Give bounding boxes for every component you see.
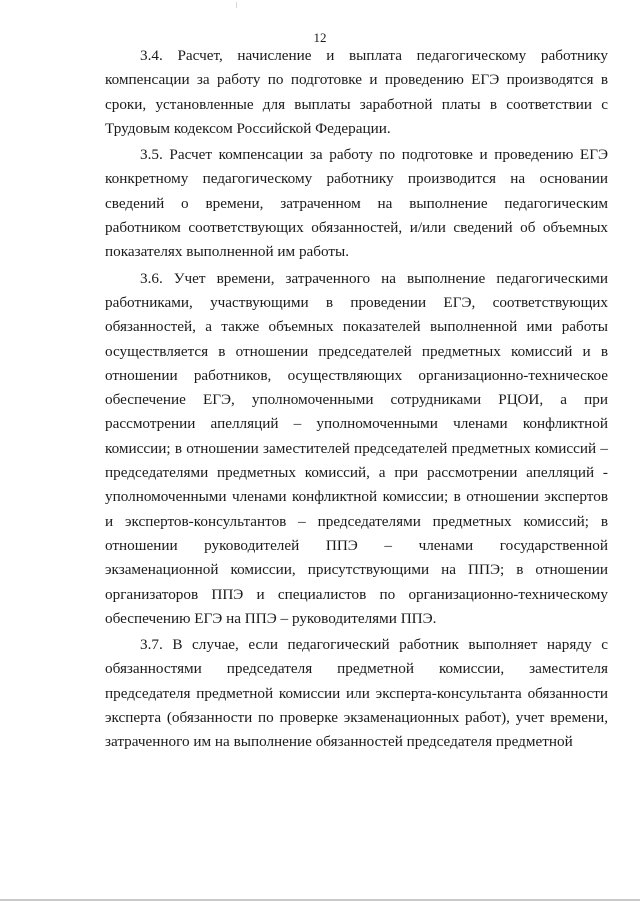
document-body [105,44,608,755]
paragraph-3-4: 3.4. Расчет, начисление и выплата педагогическому работнику компенсации за работу по подготовке и проведению ЕГЭ производятся в сроки, установленные для выплаты заработной платы в соответствии с Трудовым кодексом Российской Федерации. [105,47,608,137]
page-number: 12 [313,30,327,45]
scan-artifact [236,2,237,8]
scan-edge-line [0,899,640,901]
paragraph-3-7: 3.7. В случае, если педагогический работник выполняет наряду с обязанностями председателя предметной комиссии, заместителя председателя предметной комиссии или эксперта-консультанта обязанности эксперта (обязанности по проверке экзаменационных работ), учет времени, затраченного им на выполнение обязанностей председателя предметной [105,636,608,751]
paragraph-3-5: 3.5. Расчет компенсации за работу по подготовке и проведению ЕГЭ конкретному педагогическому работнику производится на основании сведений о времени, затраченном на выполнение педагогическим работником соответствующих обязанностей, и/или сведений об объемных показателях выполненной им работы. [105,146,608,261]
paragraph-3-6: 3.6. Учет времени, затраченного на выполнение педагогическими работниками, участвующими в проведении ЕГЭ, соответствующих обязанностей, а также объемных показателей выполненной ими работы осуществляется в отношении председателей предметных комиссий и в отношении работников, осуществляющих организационно-техническое обеспечение ЕГЭ, уполномоченными сотрудниками РЦОИ, а при рассмотрении апелляций – уполномоченными членами конфликтной комиссии; в отношении заместителей председателей предметных комиссий – председателями предметных комиссий, а при рассмотрении апелляций - уполномоченными членами конфликтной комиссии; в отношении экспертов и экспертов-консультантов – председателями предметных комиссий; в отношении руководителей ППЭ – членами государственной экзаменационной комиссии, присутствующими на ППЭ; в отношении организаторов ППЭ и специалистов по организационно-техническому обеспечению ЕГЭ на ППЭ – руководителями ППЭ. [105,269,608,627]
